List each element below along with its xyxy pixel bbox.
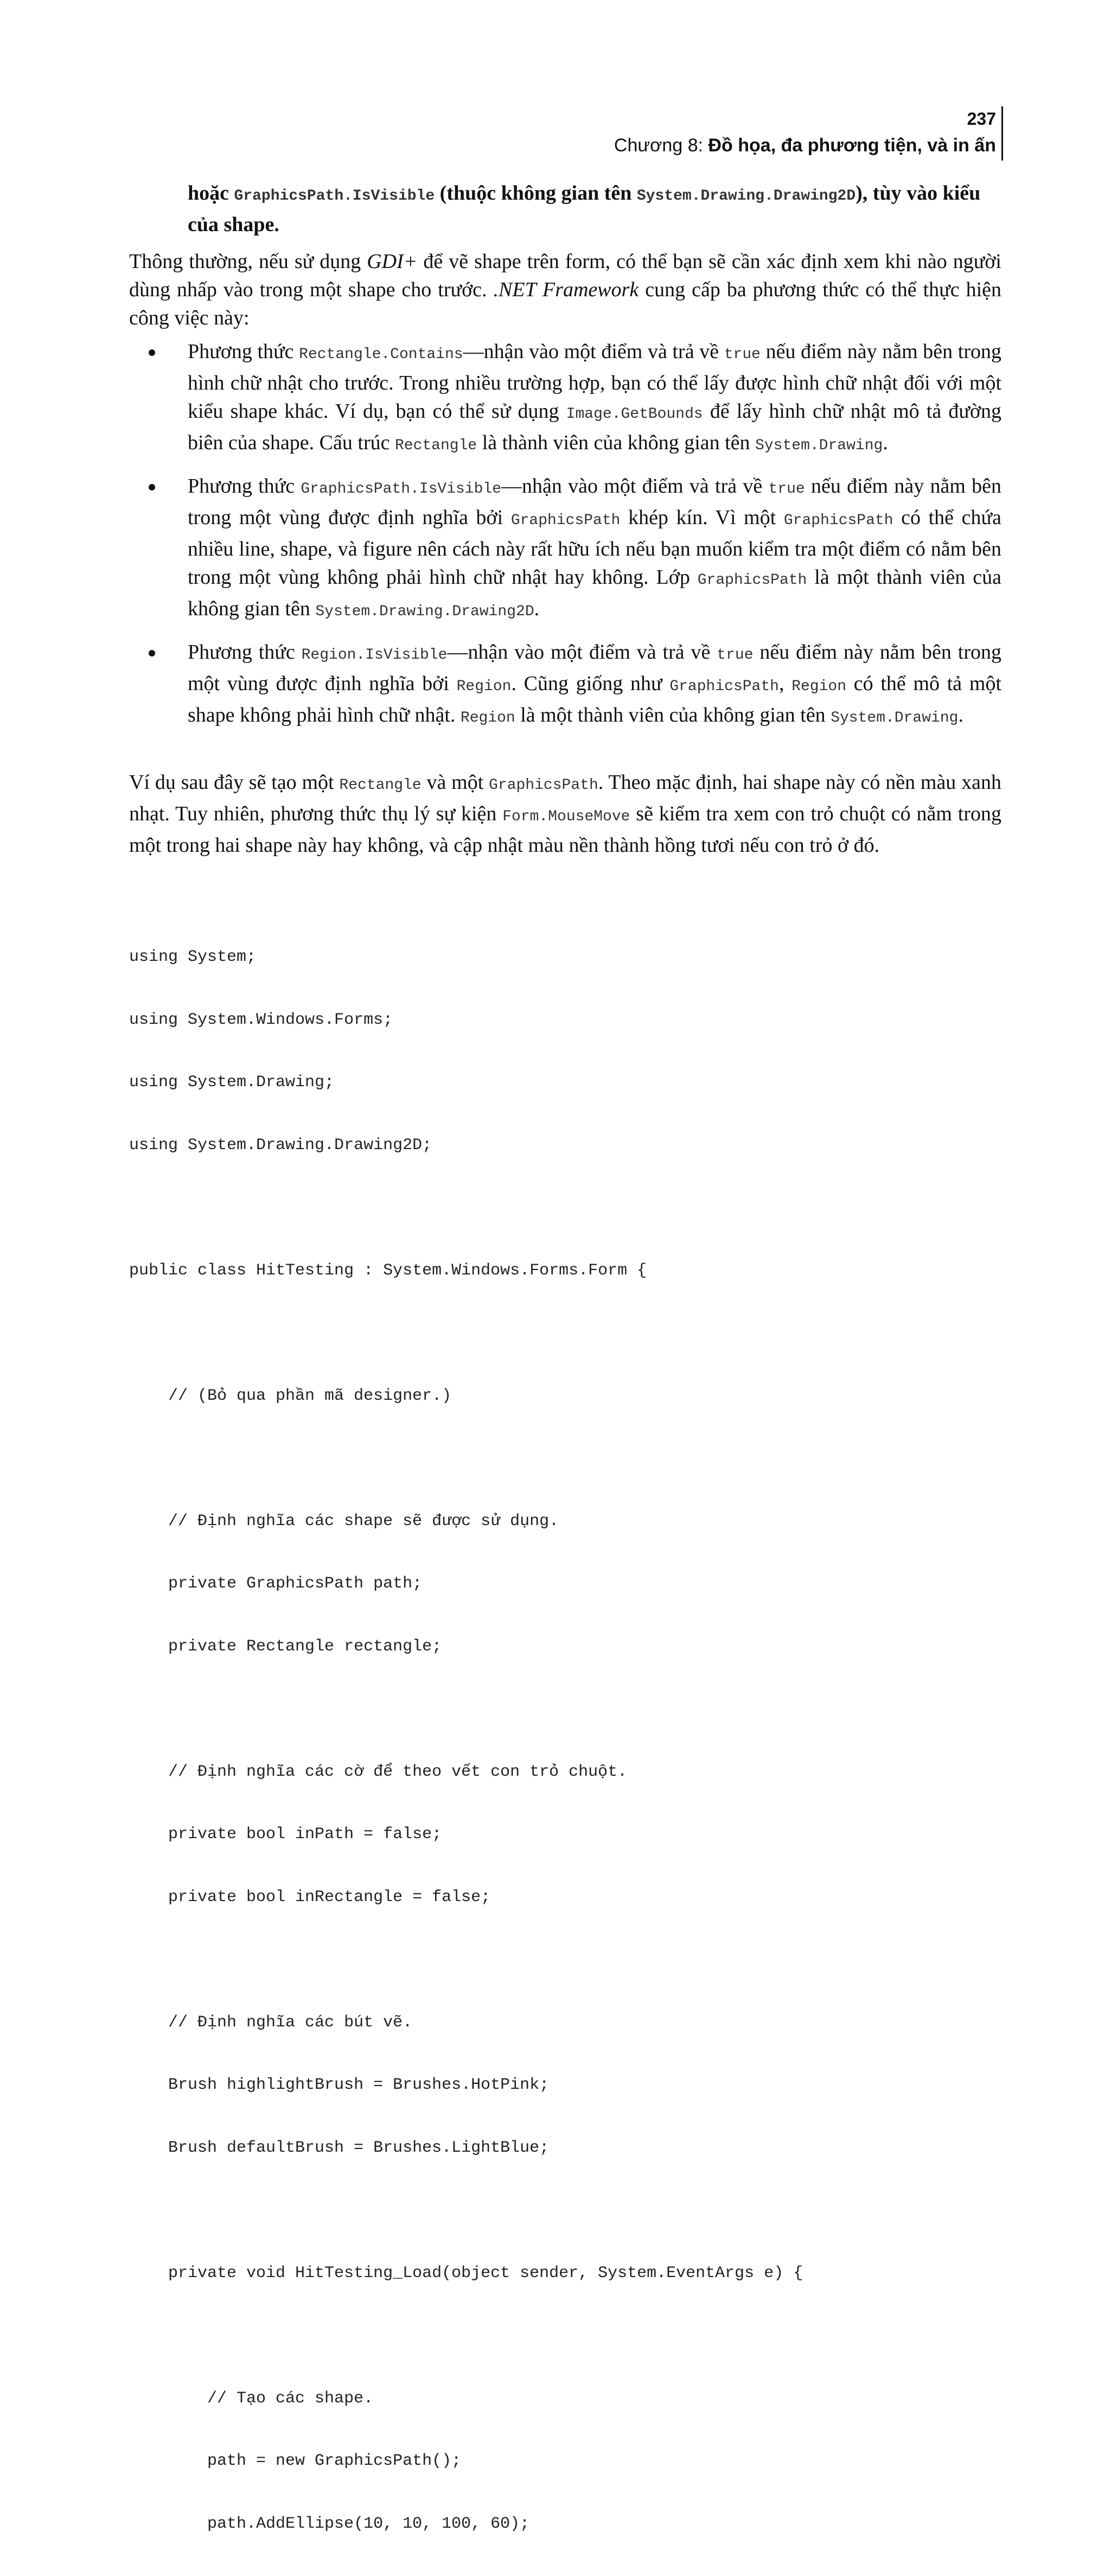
list-item bbox=[129, 337, 1001, 460]
code-line bbox=[129, 1699, 1001, 1720]
code-line: Brush highlightBrush = Brushes.HotPink; bbox=[129, 2076, 550, 2094]
text: (thuộc không gian tên bbox=[435, 182, 637, 205]
code-line: private void HitTesting_Load(object sender, System.EventArgs e) { bbox=[129, 2263, 803, 2282]
text: . bbox=[883, 431, 888, 454]
text: nếu điểm này nằm bên trong một vùng được định nghĩa bởi bbox=[188, 641, 1002, 695]
text: cung cấp ba phương thức có thể thực hiện công việc này: bbox=[129, 278, 1001, 329]
code-term: System.Drawing bbox=[755, 437, 883, 454]
text: —nhận vào một điểm và trả về bbox=[447, 641, 717, 664]
code-term: Form.MouseMove bbox=[502, 808, 630, 825]
code-line bbox=[129, 2325, 1001, 2347]
code-line bbox=[129, 1448, 1001, 1469]
code-term: System.Drawing.Drawing2D bbox=[636, 188, 856, 205]
code-term: Region bbox=[460, 710, 515, 726]
text: là một thành viên của không gian tên bbox=[188, 566, 1001, 620]
code-line: path.AddEllipse(10, 10, 100, 60); bbox=[129, 2514, 530, 2533]
code-listing bbox=[129, 905, 1001, 2576]
code-line bbox=[129, 1197, 1001, 1219]
code-line: private GraphicsPath path; bbox=[129, 1574, 423, 1593]
text: , bbox=[778, 672, 792, 695]
code-term: GraphicsPath.IsVisible bbox=[234, 188, 435, 205]
code-term: true bbox=[724, 346, 761, 363]
text: nếu điểm này nằm bên trong hình chữ nhật cho trước. Trong nhiều trường hợp, bạn có thể lấy được hình chữ nhật đối với một kiểu shape khác. Ví dụ, bạn có thể sử dụng bbox=[188, 340, 1002, 423]
continued-bullet-text bbox=[188, 179, 1001, 239]
header-rule bbox=[1001, 106, 1003, 161]
code-line bbox=[129, 1949, 1001, 1971]
italic-term: .NET Framework bbox=[493, 278, 639, 301]
code-term: GraphicsPath bbox=[669, 678, 779, 695]
text: Phương thức bbox=[188, 475, 301, 498]
page-number: 237 bbox=[967, 109, 996, 129]
text: để vẽ shape trên form, có thể bạn sẽ cần xác định xem khi nào người dùng nhấp vào trong một shape cho trước. bbox=[129, 250, 1001, 301]
text: Phương thức bbox=[188, 641, 302, 664]
method-list bbox=[129, 337, 1001, 744]
running-header bbox=[614, 106, 996, 160]
code-term: GraphicsPath bbox=[510, 512, 621, 529]
text: . bbox=[958, 704, 963, 726]
chapter-title: Đồ họa, đa phương tiện, và in ấn bbox=[708, 135, 996, 156]
code-line bbox=[129, 1323, 1001, 1344]
text: —nhận vào một điểm và trả về bbox=[463, 340, 724, 363]
example-paragraph bbox=[129, 768, 1001, 859]
code-term: true bbox=[717, 647, 754, 664]
text: là thành viên của không gian tên bbox=[477, 431, 756, 454]
code-term: Rectangle bbox=[394, 437, 477, 454]
text: Phương thức bbox=[188, 340, 299, 363]
code-term: Region.IsVisible bbox=[301, 647, 448, 664]
code-term: Rectangle bbox=[339, 777, 422, 794]
code-term: System.Drawing.Drawing2D bbox=[315, 603, 534, 620]
code-term: Region bbox=[456, 678, 512, 695]
code-term: Region bbox=[791, 678, 847, 695]
code-term: System.Drawing bbox=[831, 710, 959, 726]
list-item bbox=[129, 472, 1001, 626]
code-line: // Định nghĩa các bút vẽ. bbox=[129, 2013, 413, 2032]
code-term: true bbox=[768, 481, 805, 498]
bullet-icon bbox=[149, 650, 155, 656]
code-line: private bool inRectangle = false; bbox=[129, 1888, 491, 1907]
code-line: using System.Drawing.Drawing2D; bbox=[129, 1136, 432, 1155]
text: là một thành viên của không gian tên bbox=[515, 704, 831, 726]
code-term: GraphicsPath bbox=[489, 777, 598, 794]
code-term: GraphicsPath bbox=[697, 572, 807, 589]
bullet-icon bbox=[149, 484, 155, 490]
text: . Cũng giống như bbox=[511, 672, 670, 695]
text: Ví dụ sau đây sẽ tạo một bbox=[129, 771, 340, 794]
code-line: using System.Windows.Forms; bbox=[129, 1010, 393, 1029]
text: ), tùy vào kiểu của shape. bbox=[188, 182, 981, 236]
italic-term: GDI+ bbox=[367, 250, 418, 273]
code-line: using System.Drawing; bbox=[129, 1073, 335, 1092]
text: —nhận vào một điểm và trả về bbox=[501, 475, 769, 498]
text: có thể chứa nhiều line, shape, và figure nên cách này rất hữu ích nếu bạn muốn kiểm tra một điểm có nằm bên trong một vùng không phải hình chữ nhật hay không. Lớp bbox=[188, 506, 1001, 589]
text: sẽ kiểm tra xem con trỏ chuột có nằm trong một trong hai shape này hay không, và cập nhật màu nền thành hồng tươi nếu con trỏ ở đó. bbox=[129, 802, 1001, 857]
text: khép kín. Vì một bbox=[620, 506, 784, 529]
code-line: // Định nghĩa các cờ để theo vết con trỏ chuột. bbox=[129, 1762, 628, 1781]
code-line: path = new GraphicsPath(); bbox=[129, 2452, 462, 2470]
code-line bbox=[129, 2200, 1001, 2221]
text: nếu điểm này nằm bên trong một vùng được định nghĩa bởi bbox=[188, 475, 1001, 529]
code-term: Image.GetBounds bbox=[566, 406, 703, 423]
text: và một bbox=[421, 771, 489, 794]
text: để lấy hình chữ nhật mô tả đường biên của shape. Cấu trúc bbox=[188, 400, 1002, 454]
code-line: private bool inPath = false; bbox=[129, 1825, 442, 1844]
code-line: Brush defaultBrush = Brushes.LightBlue; bbox=[129, 2138, 550, 2157]
code-line: // Tạo các shape. bbox=[129, 2389, 374, 2408]
text: . bbox=[534, 597, 540, 620]
bullet-icon bbox=[149, 349, 155, 356]
code-line: public class HitTesting : System.Windows.Forms.Form { bbox=[129, 1261, 647, 1280]
code-term: GraphicsPath.IsVisible bbox=[301, 481, 502, 498]
code-line: // (Bỏ qua phần mã designer.) bbox=[129, 1386, 452, 1405]
code-line: // Định nghĩa các shape sẽ được sử dụng. bbox=[129, 1512, 559, 1531]
chapter-heading bbox=[614, 131, 996, 160]
text: hoặc bbox=[188, 182, 234, 205]
intro-paragraph bbox=[129, 247, 1001, 332]
chapter-prefix: Chương 8: bbox=[614, 135, 708, 156]
code-line: private Rectangle rectangle; bbox=[129, 1637, 442, 1656]
text: có thể mô tả một shape không phải hình chữ nhật. bbox=[188, 672, 1001, 726]
text: . Theo mặc định, hai shape này có nền màu xanh nhạt. Tuy nhiên, phương thức thụ lý sự kiện bbox=[129, 771, 1001, 825]
code-line: using System; bbox=[129, 948, 257, 966]
text: Thông thường, nếu sử dụng bbox=[129, 250, 367, 273]
code-term: Rectangle.Contains bbox=[299, 346, 463, 363]
list-item bbox=[129, 638, 1001, 732]
code-term: GraphicsPath bbox=[783, 512, 893, 529]
